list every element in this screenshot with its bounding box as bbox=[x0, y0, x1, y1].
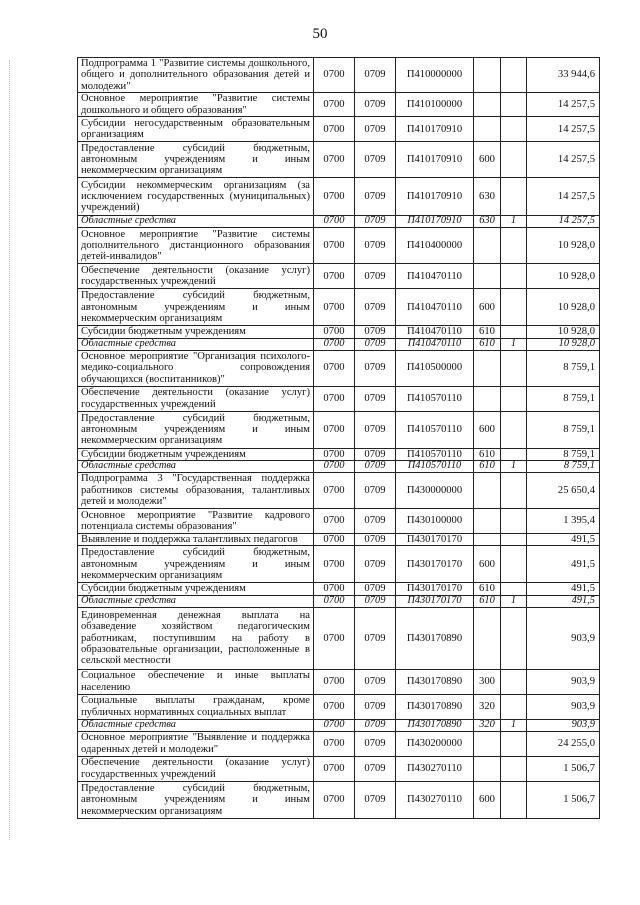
row-amount: 25 650,4 bbox=[527, 473, 600, 509]
row-expense-type: 600 bbox=[474, 411, 501, 448]
row-expense-type bbox=[474, 731, 501, 756]
row-subsection-code: 0709 bbox=[355, 264, 396, 289]
row-funding-source bbox=[501, 546, 527, 583]
row-expense-type bbox=[474, 93, 501, 117]
row-funding-source bbox=[501, 607, 527, 669]
row-name: Социальное обеспечение и иные выплаты населению bbox=[78, 669, 314, 694]
row-section-code: 0700 bbox=[314, 411, 355, 448]
row-subsection-code: 0709 bbox=[355, 216, 396, 228]
row-subsection-code: 0709 bbox=[355, 731, 396, 756]
row-subsection-code: 0709 bbox=[355, 338, 396, 350]
row-section-code: 0700 bbox=[314, 326, 355, 338]
row-subsection-code: 0709 bbox=[355, 289, 396, 326]
row-funding-source: 1 bbox=[501, 595, 527, 607]
row-section-code: 0700 bbox=[314, 178, 355, 216]
row-subsection-code: 0709 bbox=[355, 694, 396, 719]
row-subsection-code: 0709 bbox=[355, 669, 396, 694]
row-funding-source bbox=[501, 509, 527, 534]
row-section-code: 0700 bbox=[314, 117, 355, 142]
row-subsection-code: 0709 bbox=[355, 117, 396, 142]
row-amount: 14 257,5 bbox=[527, 93, 600, 117]
row-funding-source bbox=[501, 117, 527, 142]
table-row bbox=[78, 719, 600, 731]
row-section-code: 0700 bbox=[314, 473, 355, 509]
row-expense-type: 320 bbox=[474, 694, 501, 719]
row-amount: 10 928,0 bbox=[527, 289, 600, 326]
row-section-code: 0700 bbox=[314, 781, 355, 818]
row-section-code: 0700 bbox=[314, 289, 355, 326]
row-funding-source bbox=[501, 289, 527, 326]
row-amount: 14 257,5 bbox=[527, 216, 600, 228]
row-target-article: П410170910 bbox=[396, 178, 474, 216]
row-section-code: 0700 bbox=[314, 583, 355, 595]
row-expense-type bbox=[474, 534, 501, 546]
row-section-code: 0700 bbox=[314, 142, 355, 178]
row-expense-type bbox=[474, 607, 501, 669]
row-funding-source bbox=[501, 142, 527, 178]
row-amount: 491,5 bbox=[527, 595, 600, 607]
row-expense-type bbox=[474, 264, 501, 289]
table-row bbox=[78, 607, 600, 669]
row-expense-type bbox=[474, 117, 501, 142]
row-expense-type: 600 bbox=[474, 546, 501, 583]
row-name: Субсидии бюджетным учреждениям bbox=[78, 448, 314, 460]
row-funding-source: 1 bbox=[501, 461, 527, 473]
table-row bbox=[78, 216, 600, 228]
table-row bbox=[78, 461, 600, 473]
row-funding-source bbox=[501, 58, 527, 93]
row-amount: 8 759,1 bbox=[527, 448, 600, 460]
row-funding-source bbox=[501, 411, 527, 448]
row-amount: 10 928,0 bbox=[527, 264, 600, 289]
row-target-article: П430200000 bbox=[396, 731, 474, 756]
row-funding-source bbox=[501, 694, 527, 719]
row-subsection-code: 0709 bbox=[355, 178, 396, 216]
row-expense-type bbox=[474, 473, 501, 509]
row-name: Предоставление субсидий бюджетным, автономным учреждениям и иным некоммерческим организациям bbox=[78, 781, 314, 818]
row-amount: 33 944,6 bbox=[527, 58, 600, 93]
row-subsection-code: 0709 bbox=[355, 461, 396, 473]
row-expense-type: 300 bbox=[474, 669, 501, 694]
row-target-article: П410570110 bbox=[396, 386, 474, 411]
row-target-article: П430170170 bbox=[396, 583, 474, 595]
row-amount: 14 257,5 bbox=[527, 178, 600, 216]
row-name: Областные средства bbox=[78, 461, 314, 473]
row-expense-type: 320 bbox=[474, 719, 501, 731]
row-amount: 1 506,7 bbox=[527, 756, 600, 781]
row-funding-source bbox=[501, 448, 527, 460]
table-row bbox=[78, 669, 600, 694]
margin-line bbox=[9, 60, 11, 840]
row-name: Областные средства bbox=[78, 338, 314, 350]
row-subsection-code: 0709 bbox=[355, 411, 396, 448]
row-section-code: 0700 bbox=[314, 216, 355, 228]
row-amount: 1 506,7 bbox=[527, 781, 600, 818]
page-number: 50 bbox=[312, 26, 328, 42]
table-row bbox=[78, 781, 600, 818]
row-name: Субсидии некоммерческим организациям (за исключением государственных (муниципальных) учреждений) bbox=[78, 178, 314, 216]
table-row bbox=[78, 93, 600, 117]
row-expense-type bbox=[474, 228, 501, 264]
row-amount: 14 257,5 bbox=[527, 117, 600, 142]
row-subsection-code: 0709 bbox=[355, 595, 396, 607]
row-target-article: П430000000 bbox=[396, 473, 474, 509]
row-name: Выявление и поддержка талантливых педагогов bbox=[78, 534, 314, 546]
row-target-article: П410470110 bbox=[396, 338, 474, 350]
row-section-code: 0700 bbox=[314, 731, 355, 756]
row-subsection-code: 0709 bbox=[355, 607, 396, 669]
row-section-code: 0700 bbox=[314, 694, 355, 719]
row-subsection-code: 0709 bbox=[355, 509, 396, 534]
row-section-code: 0700 bbox=[314, 461, 355, 473]
row-target-article: П430170170 bbox=[396, 534, 474, 546]
table-row bbox=[78, 509, 600, 534]
table-row bbox=[78, 178, 600, 216]
row-expense-type: 630 bbox=[474, 178, 501, 216]
row-name: Обеспечение деятельности (оказание услуг) государственных учреждений bbox=[78, 264, 314, 289]
row-section-code: 0700 bbox=[314, 93, 355, 117]
table-row bbox=[78, 448, 600, 460]
row-target-article: П410100000 bbox=[396, 93, 474, 117]
table-row bbox=[78, 326, 600, 338]
row-expense-type: 610 bbox=[474, 461, 501, 473]
row-name: Предоставление субсидий бюджетным, автономным учреждениям и иным некоммерческим организациям bbox=[78, 142, 314, 178]
row-expense-type bbox=[474, 350, 501, 386]
row-section-code: 0700 bbox=[314, 607, 355, 669]
row-target-article: П410000000 bbox=[396, 58, 474, 93]
table-row bbox=[78, 142, 600, 178]
table-row bbox=[78, 117, 600, 142]
row-funding-source bbox=[501, 326, 527, 338]
row-section-code: 0700 bbox=[314, 546, 355, 583]
row-expense-type: 610 bbox=[474, 338, 501, 350]
row-target-article: П430170890 bbox=[396, 694, 474, 719]
row-target-article: П410170910 bbox=[396, 117, 474, 142]
row-subsection-code: 0709 bbox=[355, 781, 396, 818]
row-expense-type: 610 bbox=[474, 595, 501, 607]
row-expense-type: 600 bbox=[474, 142, 501, 178]
row-funding-source bbox=[501, 583, 527, 595]
row-subsection-code: 0709 bbox=[355, 142, 396, 178]
row-name: Обеспечение деятельности (оказание услуг) государственных учреждений bbox=[78, 756, 314, 781]
row-amount: 8 759,1 bbox=[527, 411, 600, 448]
table-row bbox=[78, 264, 600, 289]
row-section-code: 0700 bbox=[314, 228, 355, 264]
row-name: Субсидии негосударственным образовательным организациям bbox=[78, 117, 314, 142]
row-amount: 903,9 bbox=[527, 719, 600, 731]
table-row bbox=[78, 473, 600, 509]
row-section-code: 0700 bbox=[314, 338, 355, 350]
budget-table bbox=[77, 57, 600, 819]
row-funding-source bbox=[501, 756, 527, 781]
table-row bbox=[78, 546, 600, 583]
row-funding-source bbox=[501, 669, 527, 694]
table-row bbox=[78, 386, 600, 411]
table-row bbox=[78, 58, 600, 93]
row-expense-type bbox=[474, 509, 501, 534]
row-subsection-code: 0709 bbox=[355, 448, 396, 460]
row-funding-source bbox=[501, 228, 527, 264]
row-name: Предоставление субсидий бюджетным, автономным учреждениям и иным некоммерческим организациям bbox=[78, 289, 314, 326]
table-row bbox=[78, 756, 600, 781]
row-funding-source: 1 bbox=[501, 719, 527, 731]
row-funding-source: 1 bbox=[501, 216, 527, 228]
row-target-article: П430170890 bbox=[396, 607, 474, 669]
row-target-article: П410470110 bbox=[396, 326, 474, 338]
table-row bbox=[78, 289, 600, 326]
row-subsection-code: 0709 bbox=[355, 473, 396, 509]
row-amount: 491,5 bbox=[527, 546, 600, 583]
row-name: Подпрограмма 1 "Развитие системы дошкольного, общего и дополнительного образования детей и молодежи" bbox=[78, 58, 314, 93]
row-target-article: П410570110 bbox=[396, 461, 474, 473]
row-name: Обеспечение деятельности (оказание услуг) государственных учреждений bbox=[78, 386, 314, 411]
row-section-code: 0700 bbox=[314, 448, 355, 460]
row-funding-source bbox=[501, 473, 527, 509]
row-section-code: 0700 bbox=[314, 595, 355, 607]
row-target-article: П430270110 bbox=[396, 781, 474, 818]
row-subsection-code: 0709 bbox=[355, 350, 396, 386]
row-target-article: П410570110 bbox=[396, 448, 474, 460]
row-amount: 903,9 bbox=[527, 694, 600, 719]
row-name: Основное мероприятие "Развитие системы дошкольного и общего образования" bbox=[78, 93, 314, 117]
row-name: Социальные выплаты гражданам, кроме публичных нормативных социальных выплат bbox=[78, 694, 314, 719]
table-row bbox=[78, 338, 600, 350]
row-name: Субсидии бюджетным учреждениям bbox=[78, 583, 314, 595]
row-expense-type: 610 bbox=[474, 448, 501, 460]
row-amount: 8 759,1 bbox=[527, 461, 600, 473]
row-amount: 491,5 bbox=[527, 583, 600, 595]
row-expense-type: 600 bbox=[474, 781, 501, 818]
row-expense-type bbox=[474, 756, 501, 781]
row-amount: 10 928,0 bbox=[527, 338, 600, 350]
row-funding-source bbox=[501, 350, 527, 386]
row-funding-source bbox=[501, 386, 527, 411]
row-funding-source bbox=[501, 534, 527, 546]
table-row bbox=[78, 694, 600, 719]
row-expense-type: 610 bbox=[474, 326, 501, 338]
table-row bbox=[78, 411, 600, 448]
row-expense-type: 610 bbox=[474, 583, 501, 595]
row-subsection-code: 0709 bbox=[355, 326, 396, 338]
row-target-article: П430270110 bbox=[396, 756, 474, 781]
row-funding-source: 1 bbox=[501, 338, 527, 350]
row-target-article: П430100000 bbox=[396, 509, 474, 534]
row-expense-type: 630 bbox=[474, 216, 501, 228]
row-name: Областные средства bbox=[78, 719, 314, 731]
row-amount: 903,9 bbox=[527, 669, 600, 694]
row-amount: 14 257,5 bbox=[527, 142, 600, 178]
row-section-code: 0700 bbox=[314, 669, 355, 694]
row-name: Основное мероприятие "Выявление и поддержка одаренных детей и молодежи" bbox=[78, 731, 314, 756]
row-name: Областные средства bbox=[78, 216, 314, 228]
row-expense-type bbox=[474, 386, 501, 411]
row-subsection-code: 0709 bbox=[355, 756, 396, 781]
row-subsection-code: 0709 bbox=[355, 58, 396, 93]
row-target-article: П410170910 bbox=[396, 142, 474, 178]
table-row bbox=[78, 228, 600, 264]
row-funding-source bbox=[501, 731, 527, 756]
row-name: Областные средства bbox=[78, 595, 314, 607]
row-target-article: П410470110 bbox=[396, 289, 474, 326]
row-section-code: 0700 bbox=[314, 534, 355, 546]
row-name: Основное мероприятие "Организация психолого-медико-социального сопровождения обучающихся (воспитанников)" bbox=[78, 350, 314, 386]
table-row bbox=[78, 595, 600, 607]
row-name: Основное мероприятие "Развитие системы дополнительного дистанционного образования детей-инвалидов" bbox=[78, 228, 314, 264]
row-subsection-code: 0709 bbox=[355, 719, 396, 731]
row-funding-source bbox=[501, 93, 527, 117]
row-target-article: П410570110 bbox=[396, 411, 474, 448]
row-section-code: 0700 bbox=[314, 264, 355, 289]
row-target-article: П410500000 bbox=[396, 350, 474, 386]
row-funding-source bbox=[501, 264, 527, 289]
row-subsection-code: 0709 bbox=[355, 546, 396, 583]
row-section-code: 0700 bbox=[314, 58, 355, 93]
row-subsection-code: 0709 bbox=[355, 534, 396, 546]
row-funding-source bbox=[501, 178, 527, 216]
row-funding-source bbox=[501, 781, 527, 818]
table-row bbox=[78, 534, 600, 546]
row-target-article: П410170910 bbox=[396, 216, 474, 228]
row-subsection-code: 0709 bbox=[355, 93, 396, 117]
row-target-article: П410470110 bbox=[396, 264, 474, 289]
row-name: Основное мероприятие "Развитие кадрового потенциала системы образования" bbox=[78, 509, 314, 534]
row-target-article: П430170890 bbox=[396, 669, 474, 694]
row-amount: 24 255,0 bbox=[527, 731, 600, 756]
row-amount: 903,9 bbox=[527, 607, 600, 669]
row-amount: 491,5 bbox=[527, 534, 600, 546]
row-section-code: 0700 bbox=[314, 719, 355, 731]
row-expense-type: 600 bbox=[474, 289, 501, 326]
row-name: Подпрограмма 3 "Государственная поддержка работников системы образования, талантливых детей и молодежи" bbox=[78, 473, 314, 509]
row-section-code: 0700 bbox=[314, 509, 355, 534]
row-section-code: 0700 bbox=[314, 386, 355, 411]
row-name: Субсидии бюджетным учреждениям bbox=[78, 326, 314, 338]
row-target-article: П430170170 bbox=[396, 546, 474, 583]
row-target-article: П410400000 bbox=[396, 228, 474, 264]
row-subsection-code: 0709 bbox=[355, 228, 396, 264]
row-target-article: П430170170 bbox=[396, 595, 474, 607]
row-name: Единовременная денежная выплата на обзаведение хозяйством педагогическим работникам, поступившим на работу в образовательные организации, расположенные в сельской местности bbox=[78, 607, 314, 669]
row-amount: 1 395,4 bbox=[527, 509, 600, 534]
table-row bbox=[78, 731, 600, 756]
table-row bbox=[78, 583, 600, 595]
row-target-article: П430170890 bbox=[396, 719, 474, 731]
row-section-code: 0700 bbox=[314, 756, 355, 781]
row-name: Предоставление субсидий бюджетным, автономным учреждениям и иным некоммерческим организациям bbox=[78, 411, 314, 448]
row-amount: 8 759,1 bbox=[527, 386, 600, 411]
row-subsection-code: 0709 bbox=[355, 386, 396, 411]
table-row bbox=[78, 350, 600, 386]
row-amount: 10 928,0 bbox=[527, 326, 600, 338]
row-expense-type bbox=[474, 58, 501, 93]
row-section-code: 0700 bbox=[314, 350, 355, 386]
row-name: Предоставление субсидий бюджетным, автономным учреждениям и иным некоммерческим организациям bbox=[78, 546, 314, 583]
row-amount: 8 759,1 bbox=[527, 350, 600, 386]
row-amount: 10 928,0 bbox=[527, 228, 600, 264]
row-subsection-code: 0709 bbox=[355, 583, 396, 595]
